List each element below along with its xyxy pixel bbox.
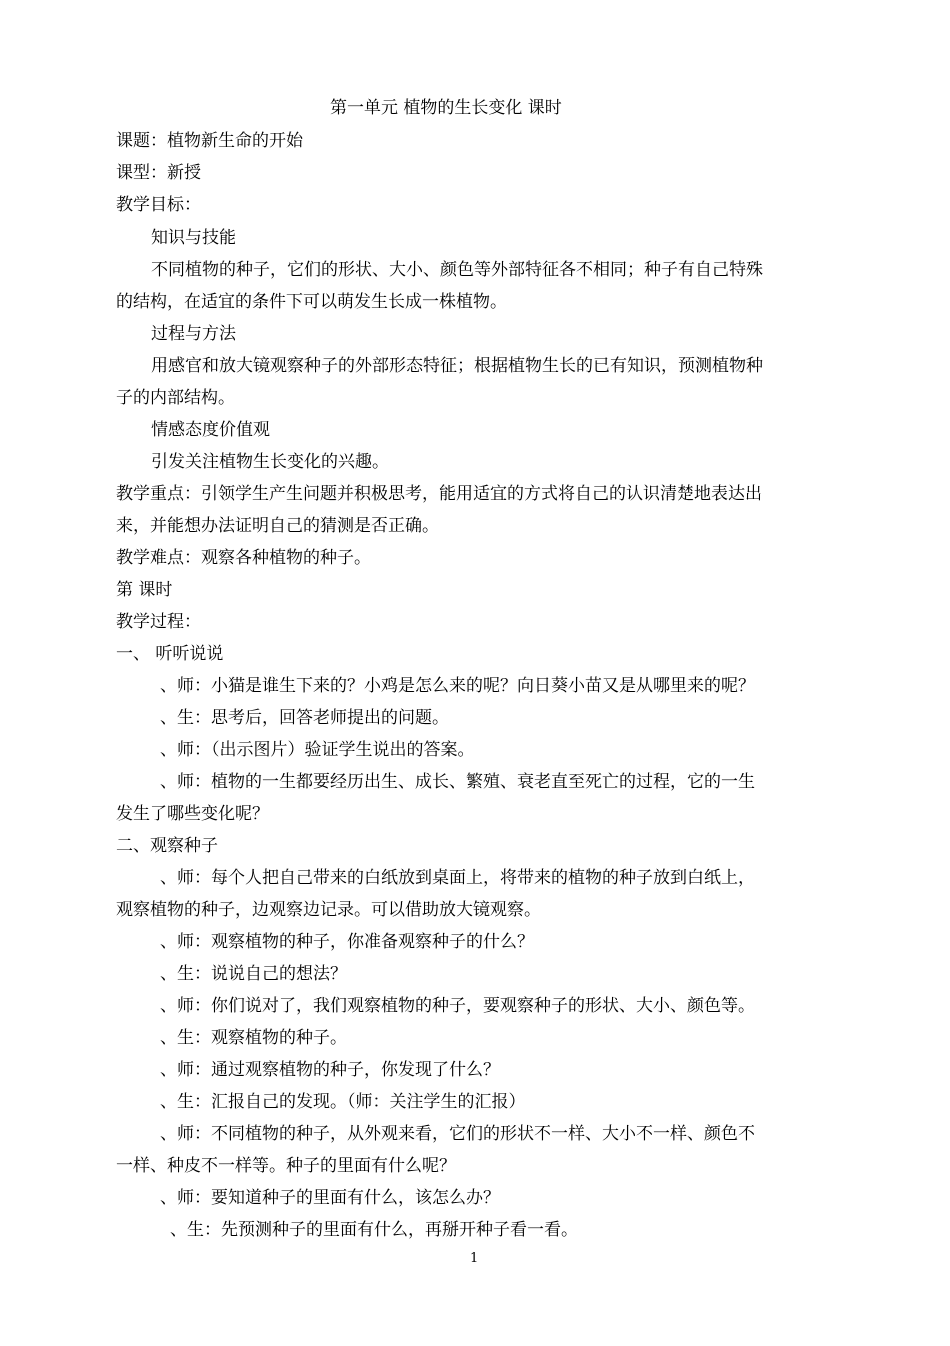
dialogue-line: 、生：说说自己的想法？ [160, 964, 347, 984]
dialogue-line: 、师：观察植物的种子，你准备观察种子的什么？ [160, 932, 534, 952]
teaching-process-heading: 教学过程： [116, 612, 201, 632]
dialogue-line: 、生：思考后，回答老师提出的问题。 [160, 708, 449, 728]
emotion-values-heading: 情感态度价值观 [151, 420, 270, 440]
dialogue-line: 、师：每个人把自己带来的白纸放到桌面上，将带来的植物的种子放到白纸上， [160, 868, 755, 888]
paragraph-line: 来，并能想办法证明自己的猜测是否正确。 [116, 516, 439, 536]
lesson-type: 课型：新授 [116, 163, 201, 183]
paragraph-line: 不同植物的种子，它们的形状、大小、颜色等外部特征各不相同；种子有自己特殊 [151, 260, 763, 280]
paragraph-line: 引发关注植物生长变化的兴趣。 [151, 452, 389, 472]
dialogue-line: 、师：植物的一生都要经历出生、成长、繁殖、衰老直至死亡的过程，它的一生 [160, 772, 755, 792]
process-methods-heading: 过程与方法 [151, 324, 236, 344]
dialogue-line: 、生：观察植物的种子。 [160, 1028, 347, 1048]
paragraph-line: 的结构，在适宜的条件下可以萌发生长成一株植物。 [116, 292, 507, 312]
dialogue-line: 、生：先预测种子的里面有什么，再掰开种子看一看。 [170, 1220, 578, 1240]
knowledge-skills-heading: 知识与技能 [151, 228, 236, 248]
paragraph-line: 子的内部结构。 [116, 388, 235, 408]
dialogue-line: 、师：小猫是谁生下来的？小鸡是怎么来的呢？向日葵小苗又是从哪里来的呢？ [160, 676, 755, 696]
dialogue-line: 一样、种皮不一样等。种子的里面有什么呢？ [116, 1156, 456, 1176]
difficult-points-line: 教学难点：观察各种植物的种子。 [116, 548, 371, 568]
dialogue-line: 、生：汇报自己的发现。（师：关注学生的汇报） [160, 1092, 526, 1112]
dialogue-line: 、师：（出示图片）验证学生说出的答案。 [160, 740, 475, 760]
page-number: 1 [470, 1251, 479, 1266]
paragraph-line: 用感官和放大镜观察种子的外部形态特征；根据植物生长的已有知识，预测植物种 [151, 356, 763, 376]
dialogue-line: 、师：不同植物的种子，从外观来看，它们的形状不一样、大小不一样、颜色不 [160, 1124, 755, 1144]
dialogue-line: 、师：要知道种子的里面有什么，该怎么办？ [160, 1188, 500, 1208]
dialogue-line: 、师：你们说对了，我们观察植物的种子，要观察种子的形状、大小、颜色等。 [160, 996, 755, 1016]
teaching-goals-heading: 教学目标： [116, 195, 201, 215]
lesson-topic: 课题：植物新生命的开始 [116, 131, 303, 151]
document-title: 第一单元 植物的生长变化 课时 [330, 98, 562, 118]
section-heading-observe: 二、观察种子 [116, 836, 218, 856]
lesson-period-line: 第 课时 [116, 580, 173, 600]
dialogue-line: 、师：通过观察植物的种子，你发现了什么？ [160, 1060, 500, 1080]
key-points-line: 教学重点：引领学生产生问题并积极思考，能用适宜的方式将自己的认识清楚地表达出 [116, 484, 762, 504]
dialogue-line: 观察植物的种子，边观察边记录。可以借助放大镜观察。 [116, 900, 541, 920]
section-heading-listen: 一、 听听说说 [116, 644, 224, 664]
dialogue-line: 发生了哪些变化呢？ [116, 804, 269, 824]
